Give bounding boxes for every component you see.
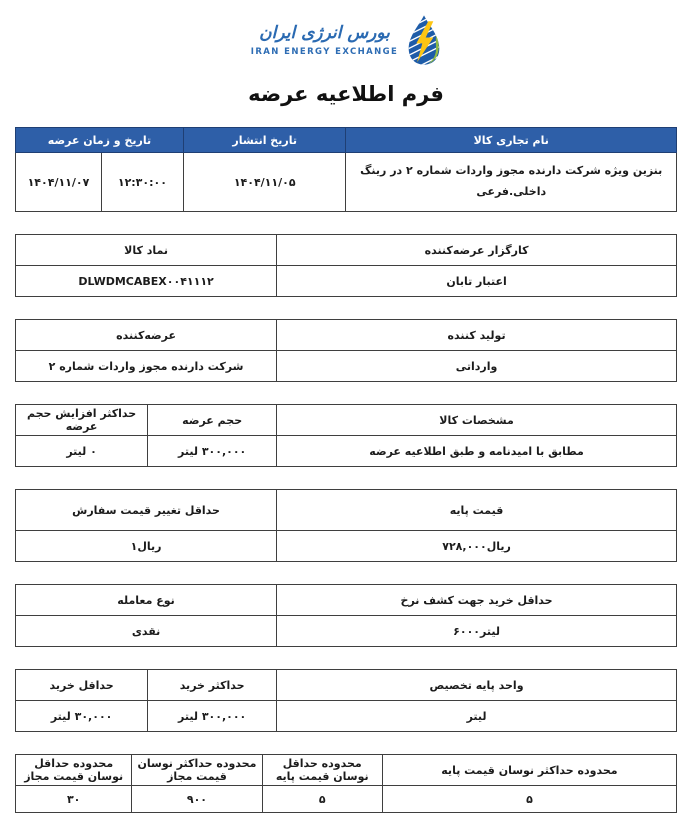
supply-volume-value: ۳۰۰,۰۰۰ لیتر bbox=[148, 436, 277, 467]
logo-persian-name: بورس انرژی ایران bbox=[259, 23, 390, 44]
min-allowed-fluctuation-header: محدوده حداقل نوسان قیمت مجاز bbox=[16, 755, 132, 786]
symbol-header: نماد کالا bbox=[16, 235, 277, 266]
supply-date-value: ۱۴۰۴/۱۱/۰۷ bbox=[16, 153, 102, 212]
table-specs-volume bbox=[15, 404, 677, 467]
supply-datetime-header: تاریخ و زمان عرضه bbox=[16, 128, 184, 153]
allocation-unit-value: لیتر bbox=[277, 701, 677, 732]
specs-header: مشخصات کالا bbox=[277, 405, 677, 436]
table-broker-symbol bbox=[15, 234, 677, 297]
supplier-value: شرکت دارنده مجوز واردات شماره ۲ bbox=[16, 351, 277, 382]
min-base-fluctuation-header: محدوده حداقل نوسان قیمت پایه bbox=[262, 755, 382, 786]
max-base-fluctuation-value: ۵ bbox=[382, 786, 676, 813]
min-base-fluctuation-value: ۵ bbox=[262, 786, 382, 813]
supply-time-value: ۱۲:۳۰:۰۰ bbox=[101, 153, 183, 212]
symbol-value: DLWDMCABEX۰۰۴۱۱۱۲ bbox=[16, 266, 277, 297]
max-base-fluctuation-header: محدوده حداکثر نوسان قیمت پایه bbox=[382, 755, 676, 786]
table-allocation-limits bbox=[15, 669, 677, 732]
broker-header: کارگزار عرضه‌کننده bbox=[277, 235, 677, 266]
min-purchase-value: ۳۰,۰۰۰ لیتر bbox=[16, 701, 148, 732]
allocation-unit-header: واحد پایه تخصیص bbox=[277, 670, 677, 701]
max-volume-increase-header: حداکثر افزایش حجم عرضه bbox=[16, 405, 148, 436]
commodity-name-value: بنزین ویژه شرکت دارنده مجوز واردات شماره ۲ در رینگ داخلی.فرعی bbox=[346, 153, 677, 212]
min-discovery-purchase-value: لیتر۶۰۰۰ bbox=[277, 616, 677, 647]
min-order-tick-value: ریال۱ bbox=[16, 531, 277, 562]
commodity-name-header: نام تجاری کالا bbox=[346, 128, 677, 153]
table-fluctuation-ranges bbox=[15, 754, 677, 813]
max-purchase-header: حداکثر خرید bbox=[148, 670, 277, 701]
min-discovery-purchase-header: حداقل خرید جهت کشف نرخ bbox=[277, 585, 677, 616]
min-order-tick-header: حداقل تغییر قیمت سفارش bbox=[16, 490, 277, 531]
irenex-logo bbox=[0, 0, 692, 71]
min-allowed-fluctuation-value: ۳۰ bbox=[16, 786, 132, 813]
base-price-value: ریال۷۲۸,۰۰۰ bbox=[277, 531, 677, 562]
max-volume-increase-value: ۰ لیتر bbox=[16, 436, 148, 467]
broker-value: اعتبار تابان bbox=[277, 266, 677, 297]
max-allowed-fluctuation-header: محدوده حداکثر نوسان قیمت مجاز bbox=[132, 755, 262, 786]
producer-header: تولید کننده bbox=[277, 320, 677, 351]
supplier-header: عرضه‌کننده bbox=[16, 320, 277, 351]
min-purchase-header: حداقل خرید bbox=[16, 670, 148, 701]
table-discovery-tradetype bbox=[15, 584, 677, 647]
base-price-header: قیمت پایه bbox=[277, 490, 677, 531]
trade-type-header: نوع معامله bbox=[16, 585, 277, 616]
table-producer-supplier bbox=[15, 319, 677, 382]
trade-type-value: نقدی bbox=[16, 616, 277, 647]
table-base-price bbox=[15, 489, 677, 562]
irenex-logo-icon bbox=[407, 14, 441, 66]
irenex-logo-text bbox=[251, 23, 398, 56]
supply-volume-header: حجم عرضه bbox=[148, 405, 277, 436]
max-purchase-value: ۳۰۰,۰۰۰ لیتر bbox=[148, 701, 277, 732]
form-body bbox=[15, 127, 677, 813]
max-allowed-fluctuation-value: ۹۰۰ bbox=[132, 786, 262, 813]
publish-date-header: تاریخ انتشار bbox=[183, 128, 346, 153]
publish-date-value: ۱۴۰۴/۱۱/۰۵ bbox=[183, 153, 346, 212]
producer-value: وارداتی bbox=[277, 351, 677, 382]
form-title: فرم اطلاعیه عرضه bbox=[248, 82, 444, 106]
logo-english-name: IRAN ENERGY EXCHANGE bbox=[250, 46, 399, 57]
specs-value: مطابق با امیدنامه و طبق اطلاعیه عرضه bbox=[277, 436, 677, 467]
table-commodity-and-dates bbox=[15, 127, 677, 212]
